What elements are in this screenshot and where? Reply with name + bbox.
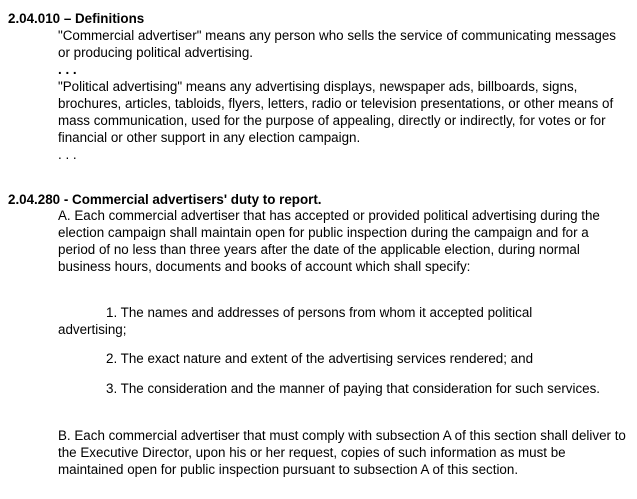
omission-ellipsis: . . . (58, 147, 77, 162)
definition-political-advertising: "Political advertising" means any advertising displays, newspaper ads, billboards, signs, brochures, articles, tabloids, flyers, letters, radio or television presentations, or other means of mass communication, used for the purpose of appealing, directly or indirectly, for votes or for financial or other support in any election campaign. (58, 79, 614, 145)
list-item-3: 3. The consideration and the manner of paying that consideration for such services. (106, 381, 601, 396)
definition-commercial-advertiser: "Commercial advertiser" means any person who sells the service of communicating messages or producing political advertising. (58, 28, 617, 60)
section-heading-definitions: 2.04.010 – Definitions (8, 11, 145, 26)
section-heading-duty-to-report: 2.04.280 - Commercial advertisers' duty to report. (8, 192, 322, 207)
subsection-a-paragraph: A. Each commercial advertiser that has accepted or provided political advertising during the election campaign shall maintain open for public inspection during the campaign and for a period of no less than three years after the date of the applicable election, during normal business hours, documents and books of account which shall specify: (58, 208, 600, 274)
subsection-b-paragraph: B. Each commercial advertiser that must comply with subsection A of this section shall deliver to the Executive Director, upon his or her request, copies of such information as must be maintained open for public inspection pursuant to subsection A of this section. (58, 428, 626, 477)
omission-ellipsis: . . . (58, 62, 77, 77)
list-item-1: 1. The names and addresses of persons from whom it accepted political advertising; (58, 305, 533, 337)
list-item-2: 2. The exact nature and extent of the advertising services rendered; and (106, 351, 534, 366)
